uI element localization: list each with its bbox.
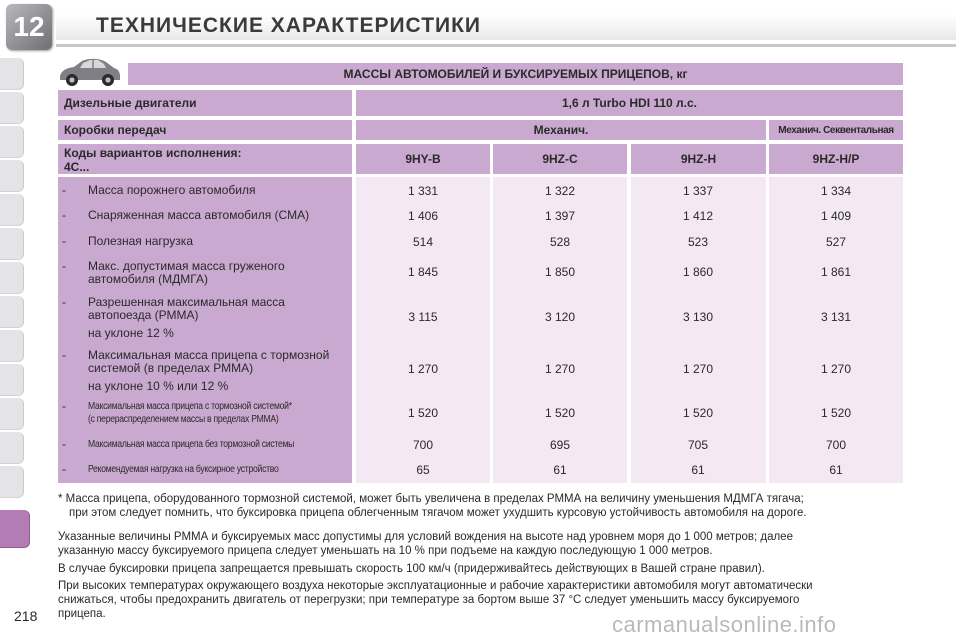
row-dash: - [62, 399, 66, 413]
page-number: 218 [14, 608, 38, 624]
variant-codes-label-line1: Коды вариантов исполнения: [64, 146, 242, 160]
variant-code: 9HY-B [356, 144, 490, 174]
note-line: При высоких температурах окружающего воздуха некоторые эксплуатационные и рабочие характеристики автомобиля могут автоматически [58, 580, 813, 592]
chapter-badge: 12 [6, 4, 52, 50]
engine-label: Дизельные двигатели [58, 90, 352, 116]
table-cell: 65 [416, 463, 430, 477]
variant-codes-label-line2: 4C... [64, 160, 90, 174]
row-dash: - [62, 462, 66, 476]
table-cell: 1 409 [820, 209, 852, 223]
table-cell: 1 331 [407, 184, 439, 198]
table-cell: 1 270 [820, 362, 852, 376]
footnote [58, 492, 904, 520]
row-label-line: системой (в пределах РММА) [88, 361, 254, 375]
row-dash: - [62, 183, 66, 197]
table-cell: 1 406 [407, 209, 439, 223]
table-cell: 1 845 [407, 265, 439, 279]
side-tab[interactable] [0, 126, 24, 158]
side-tab[interactable] [0, 262, 24, 294]
watermark: carmanualsonline.info [612, 612, 837, 637]
note-line: Указанные величины РММА и буксируемых масс допустимы для условий вождения на высоте над уровнем моря до 1 000 метров; далее [58, 531, 793, 543]
note-line: указанную массу буксируемого прицепа следует уменьшать на 10 % при подъеме на каждую последующую 1 000 метров. [58, 545, 713, 557]
side-tab-active[interactable] [0, 510, 30, 548]
table-cell: 1 270 [682, 362, 714, 376]
row-dash: - [62, 234, 66, 248]
variant-code: 9HZ-C [493, 144, 627, 174]
header-divider [56, 44, 956, 47]
variant-code: 9HZ-H/P [769, 144, 903, 174]
table-cell: 61 [553, 463, 567, 477]
row-label-line: автопоезда (РММА) [88, 308, 199, 322]
table-cell: 705 [687, 438, 709, 452]
row-label-line: Разрешенная максимальная масса [88, 295, 285, 309]
page-title: ТЕХНИЧЕСКИЕ ХАРАКТЕРИСТИКИ [96, 14, 482, 37]
row-label-line: Максимальная масса прицепа с тормозной [88, 348, 330, 362]
footnote-line: * Масса прицепа, оборудованного тормозной системой, может быть увеличена в пределах РММА на величину уменьшения МДМГА тягача; [58, 493, 804, 505]
side-tab[interactable] [0, 364, 24, 396]
table-cell: 514 [412, 235, 434, 249]
table-cell: 3 120 [544, 310, 576, 324]
table-cell: 528 [549, 235, 571, 249]
table-cell: 1 520 [544, 406, 576, 420]
row-dash: - [62, 295, 66, 309]
side-tab[interactable] [0, 296, 24, 328]
table-cell: 527 [825, 235, 847, 249]
table-banner: МАССЫ АВТОМОБИЛЕЙ И БУКСИРУЕМЫХ ПРИЦЕПОВ, кг [128, 63, 903, 85]
table-cell: 1 520 [407, 406, 439, 420]
note-paragraph [58, 562, 904, 576]
row-dash: - [62, 259, 66, 273]
table-cell: 700 [825, 438, 847, 452]
row-label-line: автомобиля (МДМГА) [88, 272, 208, 286]
table-cell: 1 397 [544, 209, 576, 223]
note-paragraph [58, 530, 904, 558]
table-cell: 61 [829, 463, 843, 477]
gearbox-sequential: Механич. Секвентальная [769, 120, 903, 140]
row-label-line: Полезная нагрузка [88, 234, 193, 248]
row-label-line: Максимальная масса прицепа с тормозной системой* [88, 401, 292, 412]
side-tab[interactable] [0, 194, 24, 226]
row-label-line: Макс. допустимая масса груженого [88, 259, 285, 273]
side-tab[interactable] [0, 432, 24, 464]
side-tab[interactable] [0, 466, 24, 498]
side-tab[interactable] [0, 228, 24, 260]
table-cell: 1 270 [544, 362, 576, 376]
row-label-line: на уклоне 10 % или 12 % [88, 379, 229, 393]
side-tab[interactable] [0, 58, 24, 90]
row-label-line: на уклоне 12 % [88, 326, 174, 340]
variant-code: 9HZ-H [631, 144, 766, 174]
row-label-line: Рекомендуемая нагрузка на буксирное устройство [88, 464, 279, 475]
table-cell: 1 850 [544, 265, 576, 279]
table-cell: 1 860 [682, 265, 714, 279]
table-cell: 1 337 [682, 184, 714, 198]
table-cell: 3 131 [820, 310, 852, 324]
table-cell: 1 861 [820, 265, 852, 279]
gearbox-label: Коробки передач [58, 120, 352, 140]
side-tab[interactable] [0, 398, 24, 430]
row-label-line: (с перераспределением массы в пределах РММА) [88, 414, 279, 425]
table-cell: 1 334 [820, 184, 852, 198]
footnote-line: при этом следует помнить, что буксировка прицепа облегченным тягачом может ухудшить курсовую устойчивость автомобиля на дороге. [69, 507, 807, 519]
row-dash: - [62, 208, 66, 222]
table-cell: 3 115 [408, 310, 438, 324]
table-cell: 1 520 [682, 406, 714, 420]
table-cell: 1 270 [407, 362, 439, 376]
note-line: прицепа. [58, 608, 106, 620]
gearbox-manual: Механич. [356, 120, 766, 140]
table-cell: 1 520 [820, 406, 852, 420]
side-tabs [0, 58, 30, 578]
engine-value: 1,6 л Turbo HDI 110 л.с. [356, 90, 903, 116]
table-cell: 700 [412, 438, 434, 452]
note-line: снижаться, чтобы предохранить двигатель от перегрузки; при температуре за бортом выше 37 °С следует уменьшить массу буксируемого [58, 594, 800, 606]
car-icon [56, 56, 122, 88]
side-tab[interactable] [0, 160, 24, 192]
side-tab[interactable] [0, 330, 24, 362]
variant-codes-label [58, 144, 352, 174]
row-label-line: Масса порожнего автомобиля [88, 183, 256, 197]
row-label-line: Снаряженная масса автомобиля (СМА) [88, 208, 310, 222]
row-dash: - [62, 348, 66, 362]
table-cell: 3 130 [682, 310, 714, 324]
table-cell: 1 412 [682, 209, 714, 223]
row-dash: - [62, 437, 66, 451]
row-label-line: Максимальная масса прицепа без тормозной системы [88, 439, 295, 450]
table-cell: 1 322 [544, 184, 576, 198]
table-cell: 61 [691, 463, 705, 477]
note-line: В случае буксировки прицепа запрещается превышать скорость 100 км/ч (придерживайтесь действующих в Вашей стране правил). [58, 563, 765, 575]
table-cell: 523 [687, 235, 709, 249]
table-cell: 695 [549, 438, 571, 452]
side-tab[interactable] [0, 92, 24, 124]
